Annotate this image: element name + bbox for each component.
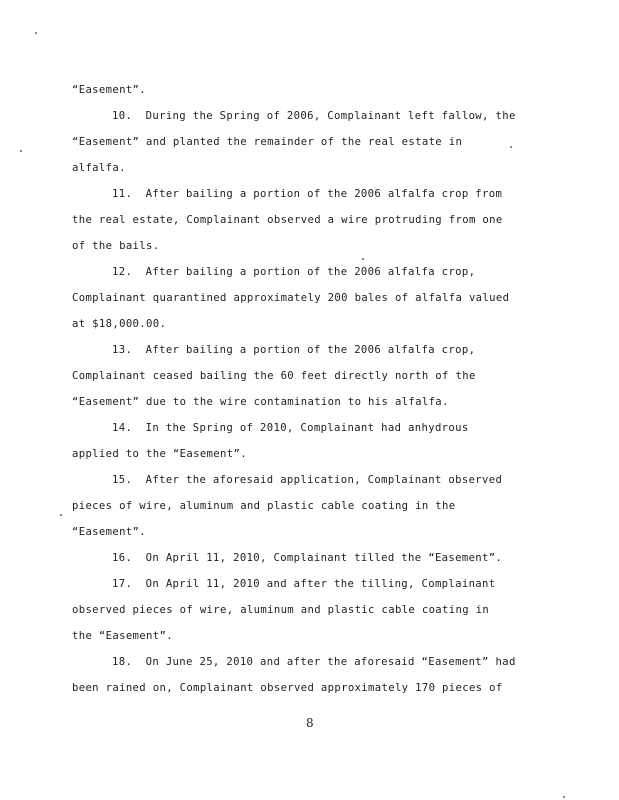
scan-speck <box>60 514 62 516</box>
paragraph-16-start: 16. On April 11, 2010, Complainant tilled the “Easement”. <box>112 552 503 564</box>
paragraph-14-start: 14. In the Spring of 2010, Complainant had anhydrous <box>112 422 469 434</box>
text-line: “Easement” due to the wire contamination to his alfalfa. <box>72 396 449 408</box>
paragraph-11-start: 11. After bailing a portion of the 2006 alfalfa crop from <box>112 188 503 200</box>
text-line: the “Easement”. <box>72 630 173 642</box>
text-line: observed pieces of wire, aluminum and plastic cable coating in <box>72 604 490 616</box>
paragraph-15-start: 15. After the aforesaid application, Complainant observed <box>112 474 503 486</box>
text-line: been rained on, Complainant observed approximately 170 pieces of <box>72 682 503 694</box>
paragraph-10-start: 10. During the Spring of 2006, Complainant left fallow, the <box>112 110 516 122</box>
text-line: Complainant ceased bailing the 60 feet directly north of the <box>72 370 476 382</box>
paragraph-17-start: 17. On April 11, 2010 and after the tilling, Complainant <box>112 578 496 590</box>
text-line: at $18,000.00. <box>72 318 167 330</box>
text-line: “Easement”. <box>72 526 147 538</box>
text-line: pieces of wire, aluminum and plastic cable coating in the <box>72 500 456 512</box>
scan-speck <box>563 796 565 798</box>
scan-speck <box>510 146 512 148</box>
paragraph-13-start: 13. After bailing a portion of the 2006 alfalfa crop, <box>112 344 476 356</box>
text-line: applied to the “Easement”. <box>72 448 247 460</box>
text-line: the real estate, Complainant observed a wire protruding from one <box>72 214 503 226</box>
paragraph-12-start: 12. After bailing a portion of the 2006 alfalfa crop, <box>112 266 476 278</box>
page-number: 8 <box>306 716 314 730</box>
text-line: “Easement”. <box>72 84 147 96</box>
scan-speck <box>35 32 37 34</box>
scan-speck <box>20 150 22 152</box>
scan-speck <box>362 258 364 260</box>
paragraph-18-start: 18. On June 25, 2010 and after the aforesaid “Easement” had <box>112 656 516 668</box>
text-line: of the bails. <box>72 240 160 252</box>
text-line: Complainant quarantined approximately 200 bales of alfalfa valued <box>72 292 510 304</box>
text-line: alfalfa. <box>72 162 126 174</box>
text-line: “Easement” and planted the remainder of the real estate in <box>72 136 463 148</box>
